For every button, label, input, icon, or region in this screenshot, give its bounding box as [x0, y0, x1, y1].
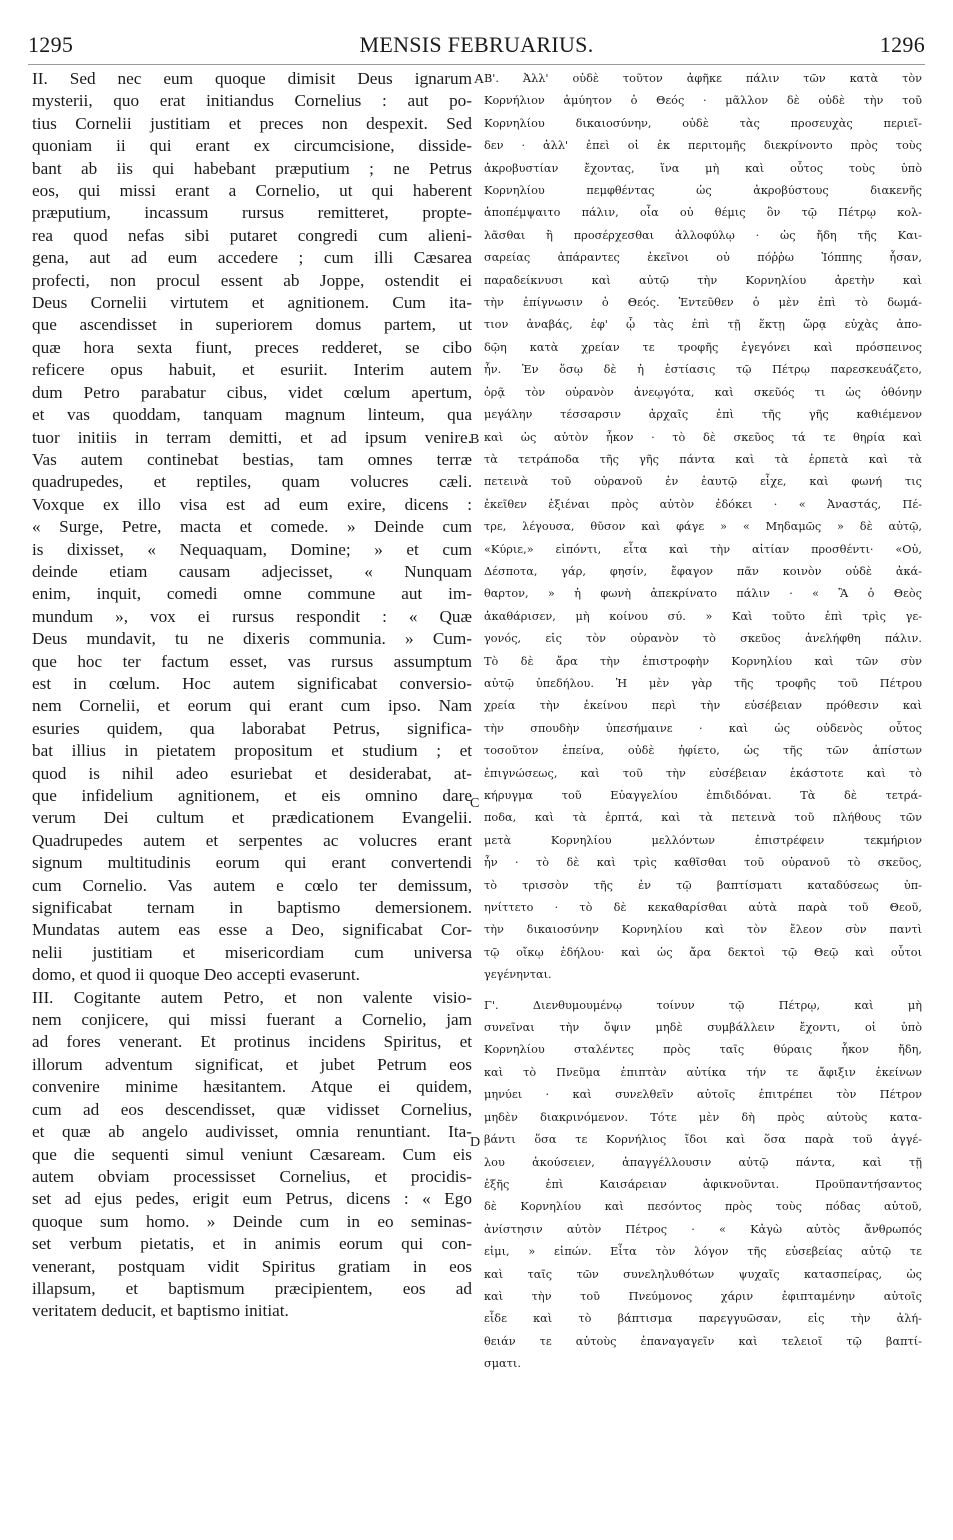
text-line: Β'. Ἀλλ' οὐδὲ τοῦτον ἀφῆκε πάλιν τῶν κατὰ τὸν [484, 72, 922, 85]
text-line: θειάν τε αὐτοὺς ἐπαναγαγεῖν καὶ τελειοῖ τῷ βαπτί- [484, 1334, 922, 1348]
margin-letter-b: B [470, 432, 480, 447]
text-line: τὴν ἐπίγνωσιν ὁ Θεός. Ἐντεῦθεν ὁ μὲν ἐπὶ τὸ δωμά- [484, 296, 922, 310]
text-line: que die sequenti simul veniunt Cæsaream. Cum eis [32, 1144, 472, 1164]
page-number-left: 1295 [28, 32, 74, 57]
text-line: III. Cogitante autem Petro, et non valente visio- [32, 987, 472, 1007]
text-line: domo, et quod ii quoque Deo accepti evaserunt. [32, 965, 360, 985]
text-line: que ascendisset in superiorem domus partem, ut [32, 315, 472, 335]
text-line: συνεῖναι τὴν ὄψιν μηδὲ συμβάλλειν ἔχοντι, οἱ ὑπὸ [484, 1021, 922, 1035]
greek-column [484, 68, 922, 1376]
text-line: δὲ Κορνηλίου καὶ πεσόντος πρὸς τοὺς πόδας αὐτοῦ, [484, 1200, 922, 1214]
text-line: εἶδε καὶ τὸ βάπτισμα παρεγγυῶσαν, εἰς τὴν ἀλή- [484, 1312, 922, 1326]
text-line: ἦν. Ἐν ὅσῳ δὲ ἡ ἑστίασις τῷ Πέτρῳ παρεσκευάζετο, [484, 363, 922, 377]
text-line: λου ἀκούσειεν, ἀπαγγέλλουσιν αὐτῷ πάντα, καὶ τῇ [484, 1155, 922, 1169]
text-line: nelii justitiam et misericordiam cum universa [32, 942, 472, 962]
text-line: ποδα, καὶ τὰ ἑρπτά, καὶ τὰ πετεινὰ τοῦ πλήθους τῶν [484, 811, 922, 825]
text-line: τὴν δικαιοσύνην Κορνηλίου καὶ τὸν ἔλεον σὺν παντὶ [484, 923, 922, 937]
text-line: ηνίττετο · τὸ δὲ κεκαθαρίσθαι αὐτὰ παρὰ τοῦ Θεοῦ, [484, 901, 922, 915]
text-line: ἐπιγνώσεως, καὶ τοῦ τὴν εὐσέβειαν ἑκάστοτε καὶ τὸ [484, 766, 922, 780]
text-line: nem conjicere, qui missi fuerant a Cornelio, jam [32, 1010, 472, 1030]
text-line: mysterii, quo erat initiandus Cornelius : aut po- [32, 91, 472, 111]
page-header [28, 30, 925, 64]
text-line: Quadrupedes autem et serpentes ac volucres erant [32, 830, 472, 850]
text-line: dum Petro parabatur cibus, videt cœlum apertum, [32, 382, 472, 402]
text-line: καὶ τὸ Πνεῦμα ἐπιπτὰν αὐτίκα τήν τε ἄφιξιν ἐκείνων [484, 1065, 922, 1079]
text-line: rea quod nefas sibi putaret congredi cum alieni- [32, 225, 472, 245]
text-line: bant ab iis qui habebant præputium ; ne Petrus [32, 158, 472, 178]
text-line: ἀνίστησιν αὐτὸν Πέτρος · « Κἀγὼ αὐτὸς ἄνθρωπός [484, 1222, 922, 1236]
text-line: Κορνηλίου σταλέντες πρὸς ταῖς θύραις ἧκον ἤδη, [484, 1043, 922, 1057]
text-line: autem obviam processisset Cornelius, et procidis- [32, 1166, 472, 1186]
text-line: μηνύει · καὶ συνελθεῖν αὐτοῖς ἐπιτρέπει τὸν Πέτρον [484, 1088, 922, 1102]
text-line: μετὰ Κορνηλίου μελλόντων ἐπιστρέφειν τεκμήριον [484, 833, 922, 847]
text-line: εἰμι, » εἰπών. Εἶτα τὸν λόγον τῆς εὐσεβείας αὐτῷ τε [484, 1245, 922, 1259]
text-line: τοσοῦτον ἐπείνα, οὐδὲ ἠφίετο, ὡς τῆς τῶν ἀπίστων [484, 744, 922, 758]
margin-letter-d: D [470, 1135, 481, 1150]
text-line: γεγένηνται. [484, 968, 552, 982]
text-line: δεν · ἀλλ' ἐπεὶ οἱ ἐκ περιτομῆς διεκρίνοντο πρὸς τοὺς [484, 139, 922, 153]
text-line: « Surge, Petre, macta et comede. » Deinde cum [32, 517, 472, 537]
text-line: quæ hora sexta fiunt, preces redderet, se cibo [32, 337, 472, 357]
text-line: illorum adventum significat, et jubet Petrum eos [32, 1054, 472, 1074]
text-line: τρε, λέγουσα, θῦσον καὶ φάγε » « Μηδαμῶς » δὲ αὐτῷ, [484, 520, 922, 534]
text-line: ἐκεῖθεν ἐξιέναι πρὸς αὐτὸν ἐδόκει · « Ἀναστάς, Πέ- [484, 497, 922, 511]
text-line: ἑξῆς ἐπὶ Καισάρειαν ἀφικνοῦνται. Προϋπαντήσαντος [484, 1177, 922, 1191]
text-line: illapsum, et baptismum præcipientem, eos ad [32, 1278, 472, 1298]
text-line: et vas quoddam, tanquam magnum linteum, qua [32, 405, 472, 425]
text-line: ἀποπέμψαιτο πάλιν, οἷα οὐ θέμις ὂν τῷ Πέτρῳ κολ- [484, 206, 922, 220]
text-line: μηδὲν διακρινόμενον. Τότε μὲν δὴ πρὸς αὐτοὺς κατα- [484, 1110, 922, 1124]
text-line: gena, aut ad eum accedere ; cum illi Cæsarea [32, 248, 472, 268]
text-line: tius Cornelii justitiam et preces non despexit. Sed [32, 113, 472, 133]
text-line: II. Sed nec eum quoque dimisit Deus ignarum [32, 69, 472, 88]
text-line: mundum », vox ei rursus respondit : « Quæ [32, 606, 472, 626]
text-line: Mundatas autem eas esse a Deo, significabat Cor- [32, 920, 472, 940]
text-line: χρεία τὴν ἐκείνου περὶ τὴν εὐσέβειαν πρόθεσιν καὶ [484, 699, 922, 713]
text-line: κήρυγμα τοῦ Εὐαγγελίου ἐπιδιδόναι. Τὰ δὲ τετρά- [484, 789, 922, 802]
text-line: set ad ejus pedes, erigit eum Petrus, dicens : « Ego [32, 1189, 472, 1209]
text-line: quoque sum homo. » Deinde cum in eo seminas- [32, 1211, 472, 1231]
text-line: cum Cornelio. Vas autem e cœlo ter demissum, [32, 875, 472, 895]
text-line: quod is nihil adeo esuriebat et desiderabat, at- [32, 763, 472, 783]
text-line: παραδείκνυσι καὶ αὐτῷ τὴν Κορνηλίου ἀρετὴν καὶ [484, 273, 922, 287]
text-line: veritatem deducit, et baptismo initiat. [32, 1301, 289, 1321]
text-line: signum multitudinis eorum qui erant convertendi [32, 853, 472, 873]
text-line: verum Dei cultum et prædicationem Evangelii. [32, 808, 472, 828]
text-line: «Κύριε,» εἰπόντι, εἶτα καὶ τὴν αἰτίαν προσθέντι· «Οὐ, [484, 542, 922, 556]
text-line: præputium, incassum rursus remitteret, propte- [32, 203, 472, 223]
text-line: μεγάλην τέσσαρσιν ἀρχαῖς ἐπὶ τῆς γῆς καθιέμενον [484, 408, 922, 422]
margin-letter-c: C [470, 796, 480, 811]
latin-column [32, 68, 472, 1323]
page-number-right: 1296 [879, 32, 925, 57]
text-line: nem Cornelii, et eorum qui erant cum ipso. Nam [32, 696, 472, 716]
text-line: Κορνηλίου δικαιοσύνην, οὐδὲ τὰς προσευχὰς περιεῖ- [484, 116, 922, 130]
header-rule [28, 64, 925, 65]
text-line: deinde etiam causam adjecisset, « Nunquam [32, 561, 472, 581]
text-line: γονός, εἰς τὸν οὐρανὸν τὸ σκεῦος ἀνελήφθη πάλιν. [484, 632, 922, 646]
text-line: reficere opus habuit, et esuriit. Interim autem [32, 360, 472, 380]
text-line: ἦν · τὸ δὲ καὶ τρὶς καθῖσθαι τοῦ οὐρανοῦ τὸ σκεῦος, [484, 856, 922, 870]
text-line: θαρτον, » ἡ φωνὴ ἀπεκρίνατο πάλιν · « Ἃ ὁ Θεὸς [484, 587, 922, 601]
text-line: καὶ ταῖς τῶν συνεληλυθότων ψυχαῖς κατασπείρας, ὡς [484, 1267, 922, 1281]
text-line: quoniam ii qui erant ex circumcisione, disside- [32, 136, 472, 156]
text-line: venerant, postquam vidit Spiritus gratiam in eos [32, 1256, 472, 1276]
text-line: τιον ἀναβάς, ἐφ' ᾧ τὰς ἐπὶ τῇ ἕκτῃ ὥρᾳ εὐχὰς ἀπο- [484, 318, 922, 332]
text-line: πετεινὰ τοῦ οὐρανοῦ ἐν ἑαυτῷ εἶχε, καὶ φωνή τις [484, 475, 922, 489]
text-line: βάντι ὅσα τε Κορνήλιος ἴδοι καὶ ὅσα παρὰ τοῦ ἀγγέ- [484, 1133, 922, 1147]
text-line: et quæ ab angelo audivisset, omnia renuntiant. Ita- [32, 1122, 472, 1142]
text-line: καὶ τὴν τοῦ Πνεύμονος χάριν ἐφιπταμένην αὐτοῖς [484, 1289, 922, 1303]
text-line: profecti, non procul essent ab Joppe, ostendit ei [32, 270, 472, 290]
text-line: eos, qui missi erant a Cornelio, ut qui haberent [32, 181, 472, 201]
text-line: Γ'. Διενθυμουμένῳ τοίνυν τῷ Πέτρῳ, καὶ μὴ [484, 998, 922, 1012]
margin-letter-a: A [474, 72, 485, 87]
text-line: enim, inquit, comedi omne commune aut im- [32, 584, 472, 604]
text-line: σματι. [484, 1357, 521, 1371]
text-line: ὁρᾷ τὸν οὐρανὸν ἀνεῳγότα, καὶ σκεῦός τι ὡς ὀθόνην [484, 385, 922, 399]
text-line: τῷ οἴκῳ ἐδήλου· καὶ ὡς ἄρα δεκτοὶ τῷ Θεῷ καὶ οὗτοι [484, 945, 922, 959]
text-line: ad fores venerant. Et protinus incidens Spiritus, et [32, 1032, 472, 1052]
text-line: que hoc ter factum esset, vas rursus assumptum [32, 651, 472, 671]
text-line: Vas autem continebat bestias, tam omnes terræ [32, 449, 472, 469]
text-line: Voxque ex illo visa est ad eum exire, dicens : [32, 494, 472, 514]
text-line: quadrupedes, et reptiles, quam volucres cæli. [32, 472, 472, 492]
text-line: σαρείας ἀπάραντες ἐκεῖνοι οὐ πόῤῥω Ἰόππης ἦσαν, [484, 251, 922, 265]
text-line: λᾶσθαι ἢ προσέρχεσθαι ἀλλοφύλῳ · ὡς ἤδη τῆς Και- [484, 228, 922, 242]
text-line: is dixisset, « Nequaquam, Domine; » et cum [32, 539, 472, 559]
text-line: est in cœlum. Hoc autem significabat conversio- [32, 673, 472, 693]
text-line: Κορνήλιον ἀμύητον ὁ Θεός · μᾶλλον δὲ οὐδὲ τὴν τοῦ [484, 94, 922, 108]
text-line: cum ad eos descendisset, quæ vidisset Cornelius, [32, 1099, 472, 1119]
text-line: τὴν σπουδὴν ὑπεσήμαινε · καὶ ὡς οὐδενὸς οὗτος [484, 721, 922, 735]
text-line: convenire minime hæsitantem. Atque ei quidem, [32, 1077, 472, 1097]
text-line: tuor initiis in terram demitti, et ad ipsum venire. [32, 427, 472, 447]
running-title: MENSIS FEBRUARIUS. [359, 32, 594, 57]
text-line: Δέσποτα, γάρ, φησίν, ἔφαγον πᾶν κοινὸν οὐδὲ ἀκά- [484, 564, 922, 578]
text-line: τὸ τρισσὸν τῆς ἐν τῷ βαπτίσματι καταδύσεως ὑπ- [484, 878, 922, 892]
text-line: significabat ternam in baptismo demersionem. [32, 898, 472, 918]
text-line: set verbum pietatis, et in animis eorum qui con- [32, 1234, 472, 1254]
text-line: esuries quidem, qua laborabat Petrus, significa- [32, 718, 472, 738]
text-line: Κορνηλίου πεμφθέντας ὡς ἀκροβύστους διακενῆς [484, 184, 922, 198]
text-line: Deus Cornelii virtutem et agnitionem. Cum ita- [32, 293, 472, 313]
text-line: Deus mundavit, tu ne dixeris communia. » Cum- [32, 629, 472, 649]
text-line: αὐτῷ ὑπεδήλου. Ἡ μὲν γὰρ τῆς τροφῆς τοῦ Πέτρου [484, 676, 922, 690]
text-line: ἀκαθάρισεν, μὴ κοίνου σύ. » Καὶ τοῦτο ἐπὶ τρὶς γε- [484, 609, 922, 623]
text-line: Τὸ δὲ ἄρα τὴν ἐπιστροφὴν Κορνηλίου καὶ τῶν σὺν [484, 654, 922, 668]
text-line: καὶ ὡς αὐτὸν ἧκον · τὸ δὲ σκεῦος τά τε θηρία καὶ [484, 430, 922, 444]
text-line: bat illius in pietatem propositum et studium ; et [32, 741, 472, 761]
text-line: que infidelium agnitionem, et eis omnino dare [32, 786, 472, 805]
text-line: τὰ τετράποδα τῆς γῆς πάντα καὶ τὰ ἑρπετὰ καὶ τὰ [484, 452, 922, 466]
text-line: ἀκροβυστίαν ἔχοντας, ἵνα μὴ καὶ οὗτος τοὺς ὑπὸ [484, 161, 922, 175]
text-line: δῷη κατὰ χρείαν τε τροφῆς ἐγεγόνει καὶ πρόσπεινος [484, 340, 922, 354]
